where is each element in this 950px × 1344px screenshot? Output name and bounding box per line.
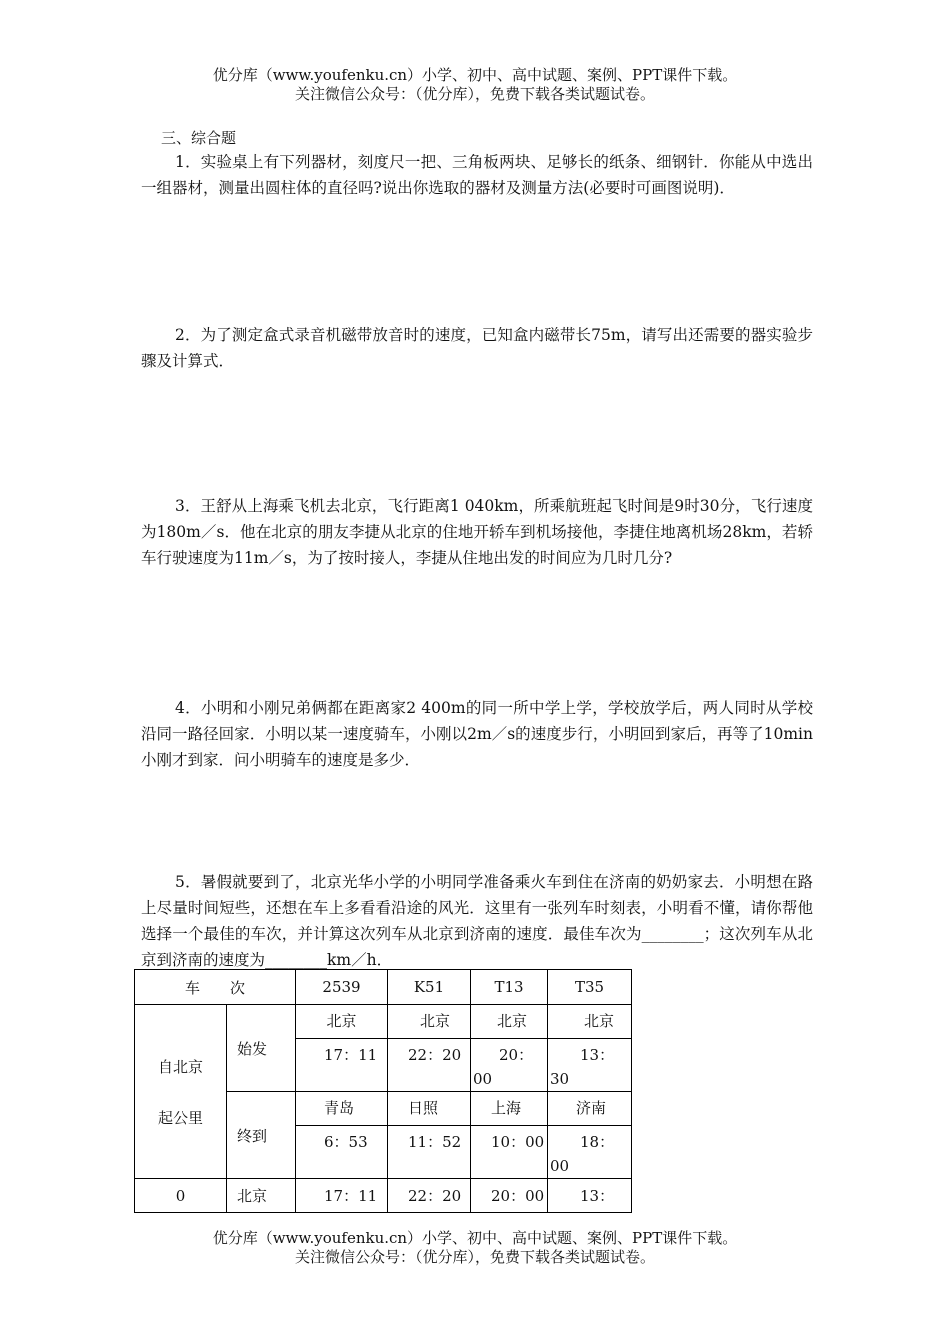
depart-label: 始发 xyxy=(227,1005,296,1092)
arrive-time: 10：00 xyxy=(491,1133,545,1151)
arrive-station: 青岛 xyxy=(324,1099,355,1117)
footer-line-2: 关注微信公众号：（优分库），免费下载各类试题试卷。 xyxy=(294,1248,655,1266)
time-value: 13： xyxy=(580,1187,615,1205)
train-k51: K51 xyxy=(388,970,471,1005)
km-label-line-1: 自北京 xyxy=(157,1057,203,1076)
train-number-label: 车 次 xyxy=(135,970,296,1005)
arrive-station: 上海 xyxy=(491,1099,522,1117)
time-value: 22：20 xyxy=(408,1187,462,1205)
depart-station: 北京 xyxy=(326,1012,357,1030)
train-2539: 2539 xyxy=(296,970,388,1005)
depart-time: 22：20 xyxy=(408,1046,462,1064)
arrive-time: 11：52 xyxy=(408,1133,462,1151)
km-from-beijing-label xyxy=(135,1005,227,1179)
km-label-line-2: 起公里 xyxy=(157,1108,203,1127)
arrive-label: 终到 xyxy=(227,1092,296,1179)
time-value: 17：11 xyxy=(324,1187,378,1205)
header-line-1: 优分库（www.youfenku.cn）小学、初中、高中试题、案例、PPT课件下载。 xyxy=(212,66,738,84)
train-t35: T35 xyxy=(548,970,632,1005)
arrive-time: 6：53 xyxy=(324,1133,368,1151)
train-timetable xyxy=(134,969,632,1213)
table-row xyxy=(135,1179,632,1213)
depart-time: 20：00 xyxy=(473,1046,534,1088)
question-2: 2．为了测定盒式录音机磁带放音时的速度，已知盒内磁带长75m，请写出还需要的器实验步骤及计算式． xyxy=(141,326,813,370)
arrive-station: 日照 xyxy=(408,1099,439,1117)
time-value: 20：00 xyxy=(491,1187,545,1205)
arrive-station: 济南 xyxy=(576,1099,607,1117)
header-line-2: 关注微信公众号：（优分库），免费下载各类试题试卷。 xyxy=(294,85,655,103)
arrive-time: 18：00 xyxy=(550,1133,615,1175)
page-footer xyxy=(0,1229,950,1267)
depart-station: 北京 xyxy=(420,1012,451,1030)
depart-station: 北京 xyxy=(497,1012,528,1030)
question-3: 3．王舒从上海乘飞机去北京，飞行距离1 040km，所乘航班起飞时间是9时30分，飞行速度为180m／s．他在北京的朋友李捷从北京的住地开轿车到机场接他，李捷住地离机场28km，若轿车行驶速度为11m／s，为了按时接人，李捷从住地出发的时间应为几时几分? xyxy=(141,497,813,567)
depart-time: 17：11 xyxy=(324,1046,378,1064)
table-row xyxy=(135,1005,632,1039)
train-t13: T13 xyxy=(471,970,548,1005)
km-value: 0 xyxy=(135,1179,227,1213)
page-header xyxy=(0,66,950,104)
question-1: 1．实验桌上有下列器材，刻度尺一把、三角板两块、足够长的纸条、细钢针．你能从中选出一组器材，测量出圆柱体的直径吗?说出你选取的器材及测量方法(必要时可画图说明)． xyxy=(141,153,813,197)
station-name: 北京 xyxy=(237,1187,268,1205)
footer-line-1: 优分库（www.youfenku.cn）小学、初中、高中试题、案例、PPT课件下载。 xyxy=(212,1229,738,1247)
depart-station: 北京 xyxy=(584,1012,615,1030)
depart-time: 13：30 xyxy=(550,1046,615,1088)
section-title: 三、综合题 xyxy=(161,129,237,147)
question-4: 4．小明和小刚兄弟俩都在距离家2 400m的同一所中学上学，学校放学后，两人同时从学校沿同一路径回家．小明以某一速度骑车，小刚以2m／s的速度步行，小明回到家后，再等了10min小刚才到家．问小明骑车的速度是多少． xyxy=(141,699,813,769)
table-header-row xyxy=(135,970,632,1005)
question-5: 5．暑假就要到了，北京光华小学的小明同学准备乘火车到住在济南的奶奶家去．小明想在路上尽量时间短些，还想在车上多看看沿途的风光．这里有一张列车时刻表，小明看不懂，请你帮他选择一个最佳的车次，并计算这次列车从北京到济南的速度．最佳车次为________；这次列车从北京到济南的速度为________km／h． xyxy=(141,873,813,969)
